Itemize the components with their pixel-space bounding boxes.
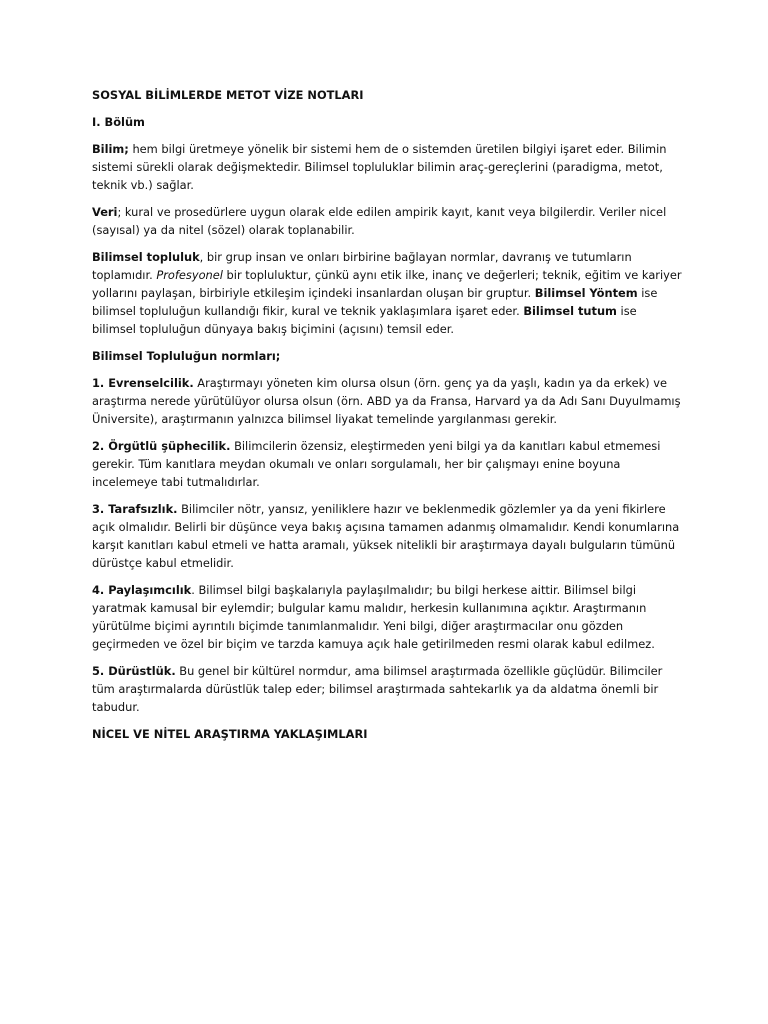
text-veri: ; kural ve prosedürlere uygun olarak elde edilen ampirik kayıt, kanıt veya bilgilerdir. Veriler nicel (sayısal) ya da nitel (sözel) olarak toplanabilir. [92,205,667,237]
norm-term-3: 3. Tarafsızlık. [92,502,178,516]
document-title: SOSYAL BİLİMLERDE METOT VİZE NOTLARI [92,88,364,102]
norm-term-1: 1. Evrenselcilik. [92,376,194,390]
norm-text-2: Bilimcilerin özensiz, eleştirmeden yeni bilgi ya da kanıtları kabul etmemesi gerekir. Tüm kanıtlara meydan okumalı ve onları sorgulamalı, her bir çalışmayı enine boyuna incelemeye tabi tutmalıdırlar. [92,439,661,489]
norm-text-3: Bilimciler nötr, yansız, yeniliklere hazır ve beklenmedik gözlemler ya da yeni fikirlere açık olmalıdır. Belirli bir düşünce veya bakış açısına tamamen adanmış olmamalıdır. Kendi konumlarına karşıt kanıtları kabul etmeli ve hatta aramalı, yüksek nitelikli bir araştırmaya dayalı bulguların tümünü dürüstçe kabul etmelidir. [92,502,680,570]
norm-text-5: Bu genel bir kültürel normdur, ama bilimsel araştırmada özellikle güçlüdür. Bilimciler tüm araştırmalarda dürüstlük talep eder; bilimsel araştırmada sahtekarlık ya da aldatma önemli bir tabudur. [92,664,663,714]
section-heading-part-1: I. Bölüm [92,115,145,129]
italic-profesyonel: Profesyonel [156,268,223,282]
norm-term-5: 5. Dürüstlük. [92,664,176,678]
norm-item-2 [92,437,682,491]
norm-item-5 [92,662,682,716]
norm-item-3 [92,500,682,572]
text-bilim: hem bilgi üretmeye yönelik bir sistemi hem de o sistemden üretilen bilgiyi işaret eder. Bilimin sistemi sürekli olarak değişmektedir. Bilimsel topluluklar bilimin araç-gereçlerini (paradigma, metot, teknik vb.) sağlar. [92,142,667,192]
term-bilim: Bilim; [92,142,129,156]
text-topluluk-3: ise bilimsel topluluğun kullandığı fikir, kural ve teknik yaklaşımlara işaret eder. [92,286,658,318]
norm-item-4 [92,581,682,653]
norms-heading: Bilimsel Topluluğun normları; [92,349,281,363]
text-topluluk-4: ise bilimsel topluluğun dünyaya bakış biçimini (açısını) temsil eder. [92,304,637,336]
term-bilimsel-topluluk: Bilimsel topluluk [92,250,200,264]
text-topluluk-1: , bir grup insan ve onları birbirine bağlayan normlar, davranış ve tutumların toplamıdır. [92,250,632,282]
text-topluluk-2: bir topluluktur, çünkü aynı etik ilke, inanç ve değerleri; teknik, eğitim ve kariyer yollarını paylaşan, birbiriyle etkileşim içindeki insanlardan oluşan bir gruptur. [92,268,682,300]
norm-term-4: 4. Paylaşımcılık [92,583,192,597]
norm-term-2: 2. Örgütlü şüphecilik. [92,439,231,453]
norm-text-4: . Bilimsel bilgi başkalarıyla paylaşılmalıdır; bu bilgi herkese aittir. Bilimsel bilgi yaratmak kamusal bir eylemdir; bulgular kamu malıdır, herkesin kullanımına açıktır. Araştırmanın yürütülme biçimi ayrıntılı biçimde tanımlanmalıdır. Yeni bilgi, diğer araştırmacılar onu gözden geçirmeden ve özel bir biçim ve tarzda kamuya açık hale getirilmeden resmi olarak kabul edilmez. [92,583,655,651]
paragraph-bilimsel-topluluk [92,248,682,338]
paragraph-veri [92,203,682,239]
norm-text-1: Araştırmayı yöneten kim olursa olsun (örn. genç ya da yaşlı, kadın ya da erkek) ve araştırma nerede yürütülüyor olursa olsun (örn. ABD ya da Fransa, Harvard ya da Adı Sanı Duyulmamış Üniversite), araştırmanın yalnızca bilimsel liyakat temelinde yargılanması gerekir. [92,376,681,426]
section-heading-quant-qual: NİCEL VE NİTEL ARAŞTIRMA YAKLAŞIMLARI [92,727,368,741]
term-veri: Veri [92,205,118,219]
term-bilimsel-tutum: Bilimsel tutum [523,304,617,318]
norm-item-1 [92,374,682,428]
paragraph-bilim [92,140,682,194]
term-bilimsel-yontem: Bilimsel Yöntem [534,286,638,300]
